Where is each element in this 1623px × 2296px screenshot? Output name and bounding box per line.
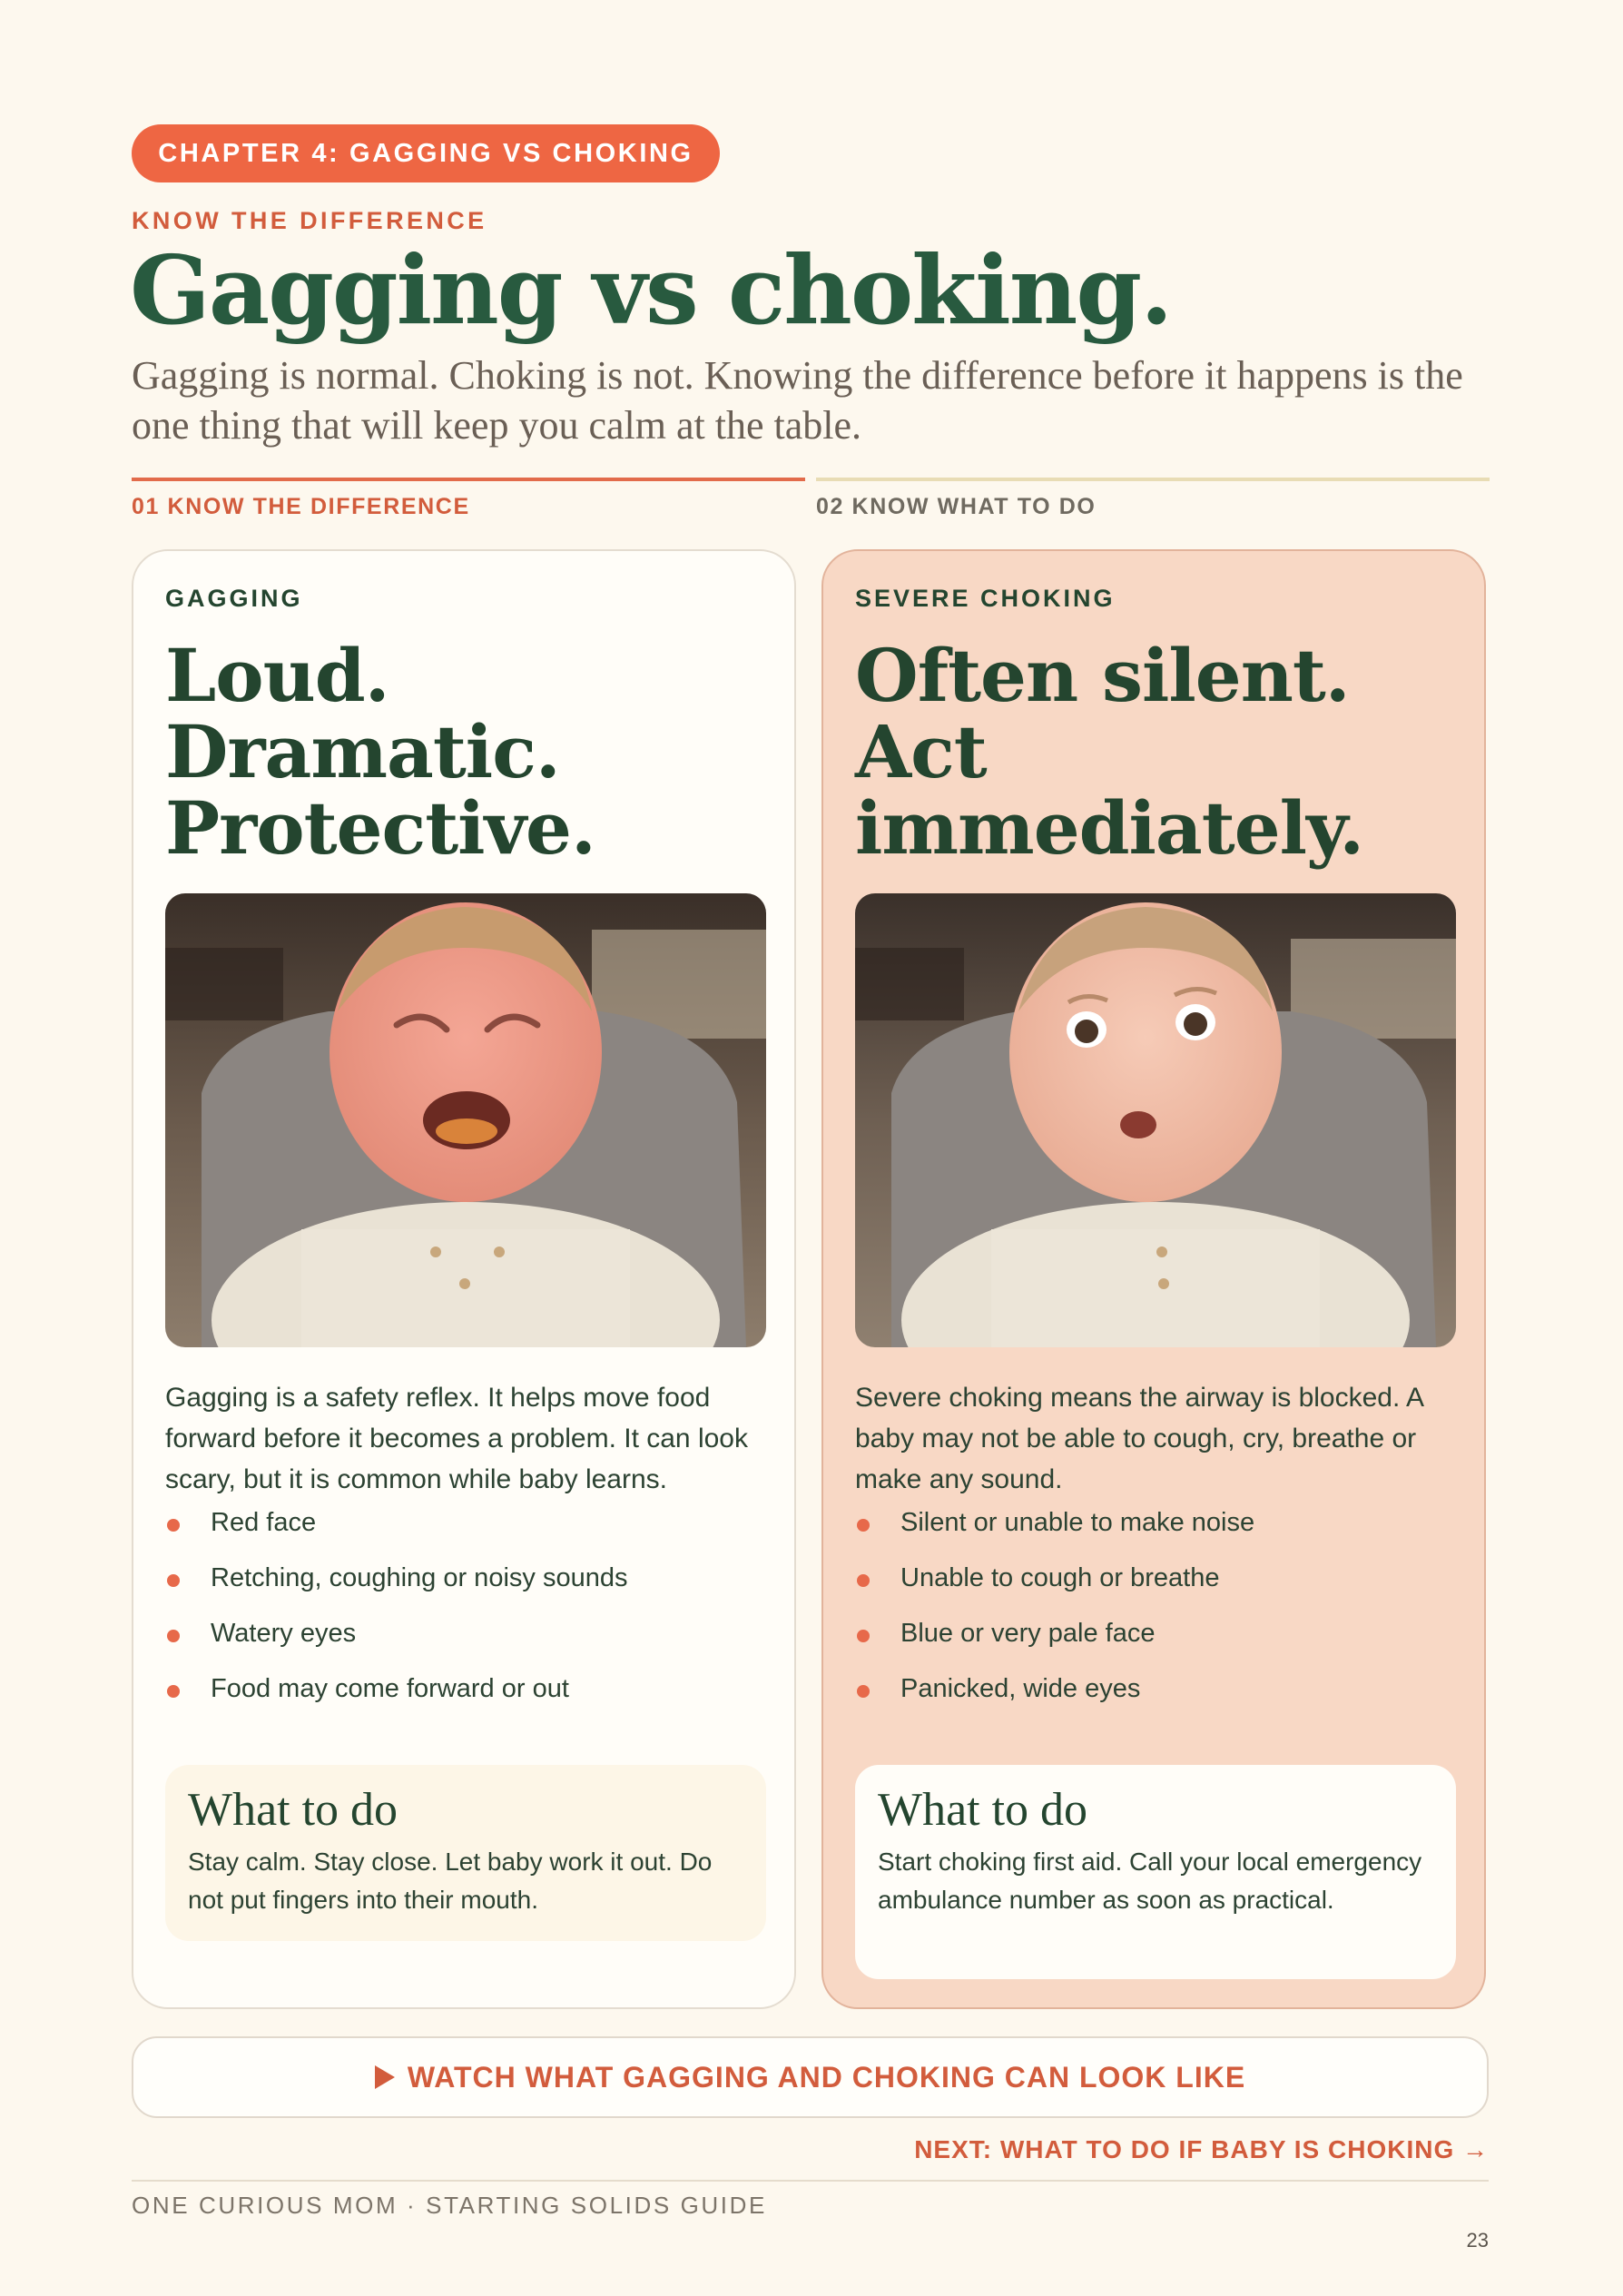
headline-line: Dramatic. [165,709,560,794]
list-item: Panicked, wide eyes [855,1670,1456,1726]
sign-list [855,1504,1456,1726]
card-headline [165,633,595,871]
step-know-difference[interactable] [132,478,805,520]
what-to-do-title: What to do [878,1784,1088,1836]
list-item: Retching, coughing or noisy sounds [165,1560,766,1615]
footer-divider [132,2180,1489,2182]
crying-baby-photo [165,893,766,1347]
list-item: Unable to cough or breathe [855,1560,1456,1615]
severe-choking-card [821,549,1486,2009]
headline-line: Act [855,709,987,794]
what-to-do-title: What to do [188,1784,398,1836]
what-to-do-box [855,1765,1456,1979]
card-headline [855,633,1364,871]
step-progress-bar [816,478,1490,481]
list-item: Food may come forward or out [165,1670,766,1726]
chapter-badge: CHAPTER 4: GAGGING VS CHOKING [132,124,720,182]
card-label: SEVERE CHOKING [855,585,1116,612]
card-description: Gagging is a safety reflex. It helps move food forward before it becomes a problem. It can look scary, but it is common while baby learns. [165,1383,748,1494]
page [132,0,1489,2296]
page-title: Gagging vs choking. [130,234,1172,346]
headline-line: Protective. [165,785,595,871]
play-icon [375,2065,395,2089]
watch-button-label: WATCH WHAT GAGGING AND CHOKING CAN LOOK LIKE [407,2060,1246,2094]
sign-list [165,1504,766,1726]
step-progress-bar [132,478,805,481]
headline-line: immediately. [855,785,1364,871]
what-to-do-box [165,1765,766,1941]
what-to-do-text: Stay calm. Stay close. Let baby work it out. Do not put fingers into their mouth. [188,1848,713,1914]
headline-line: Often silent. [855,633,1350,718]
list-item: Silent or unable to make noise [855,1504,1456,1560]
headline-line: Loud. [165,633,389,718]
baby-illustration [855,893,1456,1347]
next-page-link[interactable]: NEXT: WHAT TO DO IF BABY IS CHOKING → [914,2135,1489,2163]
page-number: 23 [1466,2229,1489,2252]
step-know-what-to-do[interactable] [816,478,1490,520]
list-item: Watery eyes [165,1615,766,1670]
footer-text: ONE CURIOUS MOM · STARTING SOLIDS GUIDE [132,2192,767,2219]
card-description: Severe choking means the airway is blocked. A baby may not be able to cough, cry, breathe or make any sound. [855,1383,1423,1494]
card-label: GAGGING [165,585,303,612]
startled-baby-photo [855,893,1456,1347]
watch-video-button[interactable] [132,2036,1489,2118]
step-label: 02 KNOW WHAT TO DO [816,494,1097,519]
what-to-do-text: Start choking first aid. Call your local emergency ambulance number as soon as practical. [878,1848,1422,1914]
baby-illustration [165,893,766,1347]
gagging-card [132,549,796,2009]
list-item: Red face [165,1504,766,1560]
section-eyebrow: KNOW THE DIFFERENCE [132,207,487,234]
step-label: 01 KNOW THE DIFFERENCE [132,494,470,519]
intro-paragraph: Gagging is normal. Choking is not. Knowing the difference before it happens is the one thing that will keep you calm at the table. [132,353,1463,448]
list-item: Blue or very pale face [855,1615,1456,1670]
